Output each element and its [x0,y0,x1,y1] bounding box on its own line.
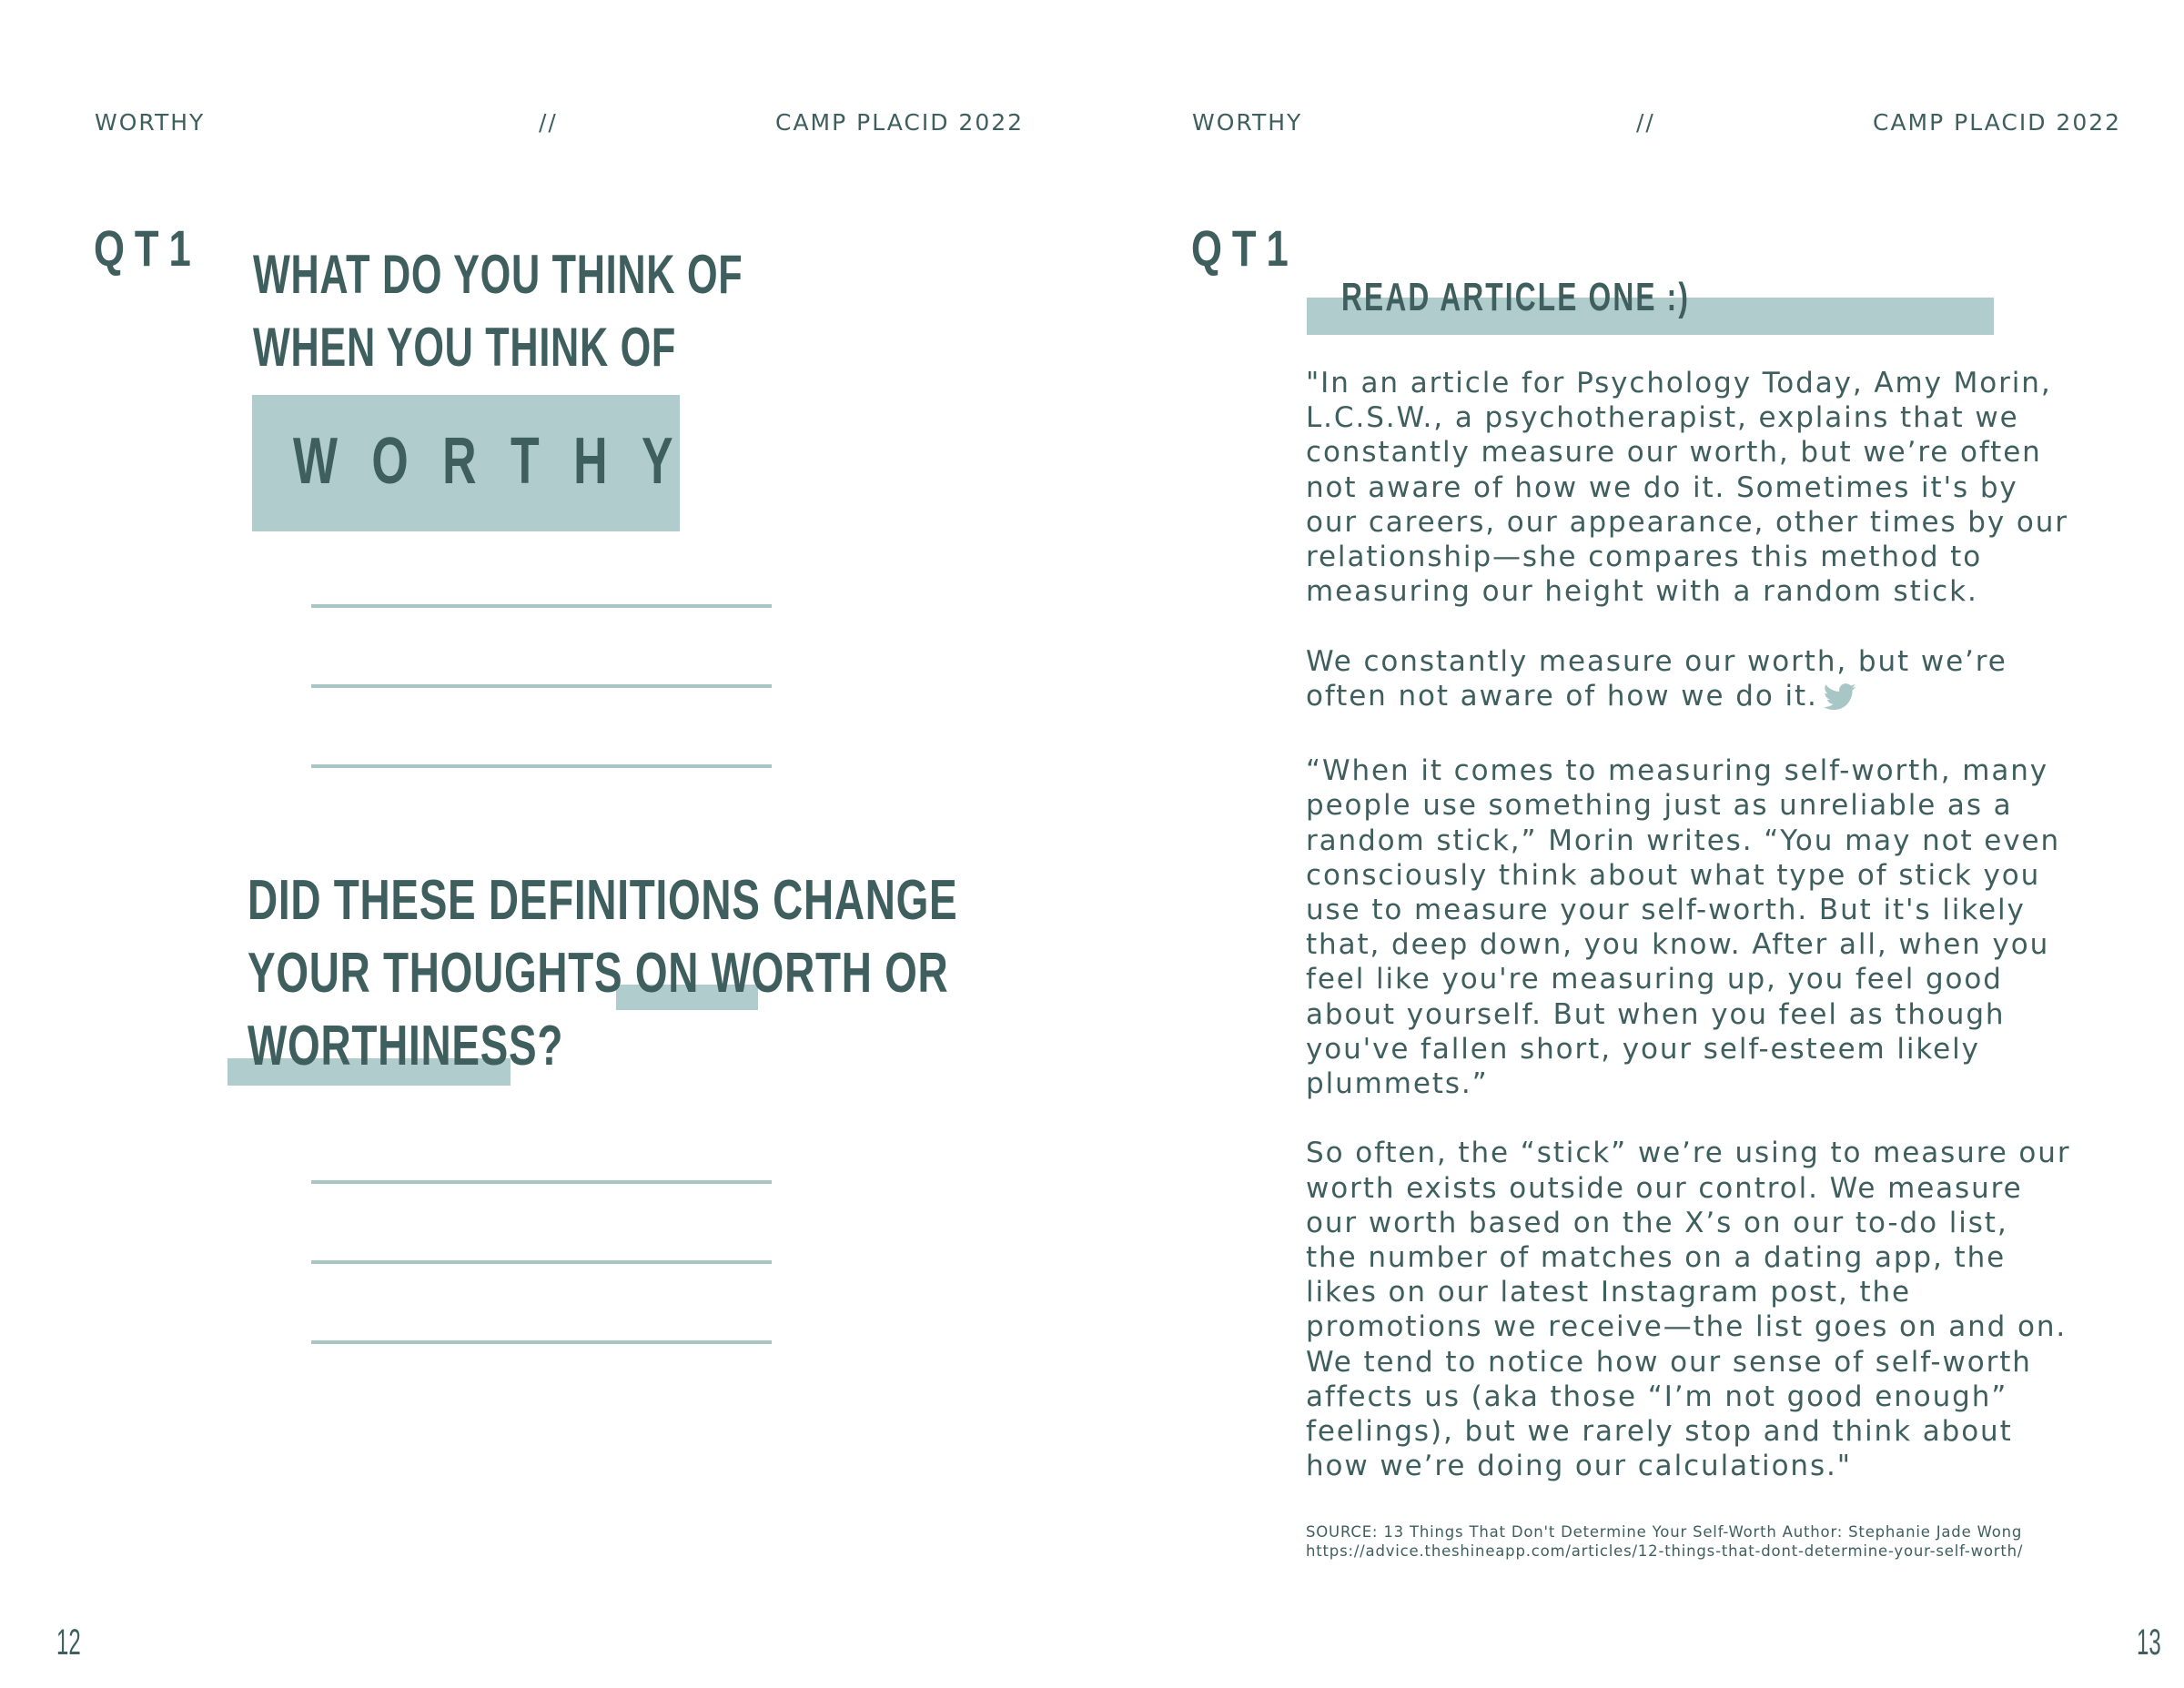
question-one-line2: WHEN YOU THINK OF [253,317,677,378]
article-body [1306,366,2070,1519]
text-line: “When it comes to measuring self-worth, many [1306,754,2049,788]
text-line: worth exists outside our control. We measure [1306,1171,2023,1205]
answer-line [311,1340,772,1344]
text-line-with-icon [1306,679,2070,719]
text-line: that, deep down, you know. After all, when you [1306,928,2050,962]
text-line: So often, the “stick” we’re using to measure our [1306,1137,2071,1170]
question-two-worth: WORTH [711,942,873,1005]
section-label: QT1 [1191,219,1299,277]
answer-line [311,1260,772,1264]
question-two-line1: DID THESE DEFINITIONS CHANGE [248,869,958,932]
text-line: people use something just as unreliable as a [1306,789,2013,823]
text-line: constantly measure our worth, but we’re often [1306,436,2042,470]
article-title: READ ARTICLE ONE :) [1341,275,1691,319]
text-line: the number of matches on a dating app, the [1306,1241,2007,1275]
highlight-word: WORTHY [293,425,708,498]
text-line: likes on our latest Instagram post, the [1306,1276,1912,1309]
text-line: our careers, our appearance, other times by our [1306,505,2068,539]
twitter-bird-icon[interactable] [1824,683,1856,719]
text-line: about yourself. But when you feel as though [1306,997,2006,1031]
article-paragraph-4 [1306,1136,2070,1483]
question-one [253,238,743,384]
question-two-line2-prefix: YOUR THOUGHTS ON [248,942,712,1005]
text-line: relationship—she compares this method to [1306,541,1983,574]
text-line: measuring our height with a random stick. [1306,575,1978,609]
section-label: QT1 [94,219,201,277]
answer-line [311,684,772,688]
text-line: "In an article for Psychology Today, Amy Morin, [1306,367,2052,399]
source-line: SOURCE: 13 Things That Don't Determine Your Self-Worth Author: Stephanie Jade Wong [1306,1523,2023,1541]
text-line: plummets.” [1306,1067,1489,1101]
text-line: you've fallen short, your self-esteem likely [1306,1032,1980,1066]
text-line: how we’re doing our calculations." [1306,1450,1852,1483]
header-separator: // [539,109,558,136]
text-line: feel like you're measuring up, you feel good [1306,963,2003,996]
source-citation [1306,1522,2023,1561]
text-line: our worth based on the X’s on our to-do list, [1306,1206,2008,1239]
text-line: L.C.S.W., a psychotherapist, explains that we [1306,401,2019,435]
text-line: not aware of how we do it. Sometimes it's by [1306,470,2018,504]
page-number: 12 [56,1622,81,1663]
header-event: CAMP PLACID 2022 [1873,109,2122,136]
text-line: We constantly measure our worth, but we’re [1306,644,2007,678]
question-two [248,864,957,1083]
article-paragraph-3 [1306,753,2070,1101]
header-event: CAMP PLACID 2022 [775,109,1025,136]
source-url[interactable]: https://advice.theshineapp.com/articles/12-things-that-dont-determine-your-self-worth/ [1306,1542,2024,1560]
header-separator: // [1636,109,1655,136]
text-line: use to measure your self-worth. But it's likely [1306,894,2026,927]
article-paragraph-2 [1306,644,2070,719]
question-two-line2-suffix: OR [872,942,949,1005]
question-two-line3: WORTHINESS? [248,1015,564,1077]
text-line: often not aware of how we do it. [1306,679,1818,713]
article-paragraph-1 [1306,366,2070,609]
question-two-line2 [248,937,957,1010]
text-line: consciously think about what type of stick you [1306,858,2041,892]
text-line: affects us (aka those “I’m not good enough” [1306,1380,2008,1413]
page-number: 13 [2137,1622,2161,1663]
answer-line [311,604,772,608]
question-one-line1: WHAT DO YOU THINK OF [253,244,743,305]
text-line: feelings), but we rarely stop and think about [1306,1415,2013,1449]
text-line: promotions we receive—the list goes on and on. [1306,1310,2068,1344]
header-title: WORTHY [1192,109,1303,136]
text-line: We tend to notice how our sense of self-worth [1306,1345,2032,1379]
answer-line [311,764,772,768]
answer-line [311,1180,772,1184]
text-line: random stick,” Morin writes. “You may not even [1306,824,2061,857]
header-title: WORTHY [95,109,206,136]
